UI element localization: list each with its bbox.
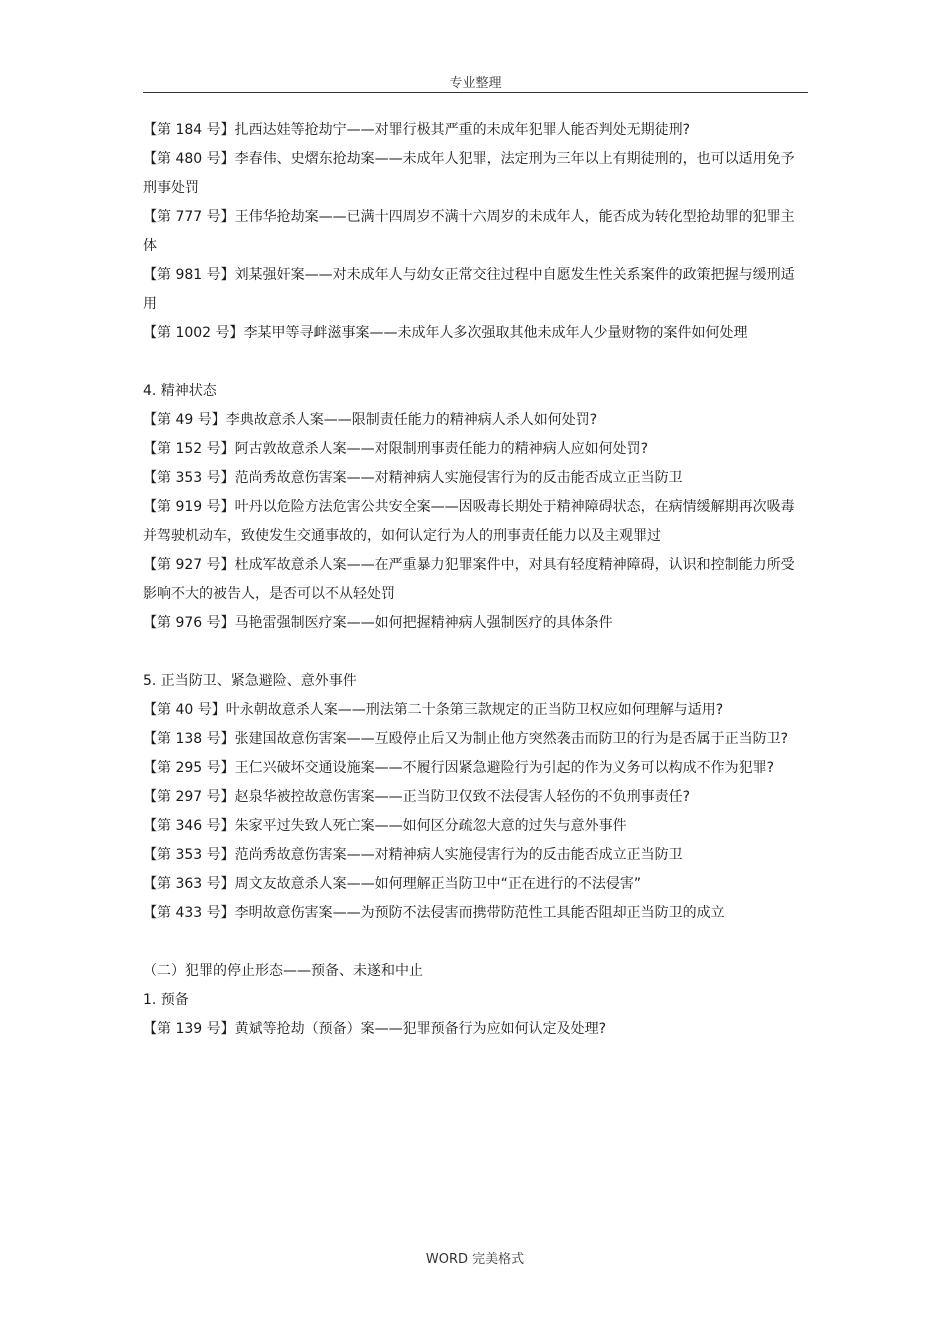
case-entry: 【第 138 号】张建国故意伤害案——互殴停止后又为制止他方突然袭击而防卫的行为是否属于正当防卫?: [143, 731, 789, 747]
subsection-heading: （二）犯罪的停止形态——预备、未遂和中止: [143, 963, 423, 979]
section-heading-self-defense: 5. 正当防卫、紧急避险、意外事件: [143, 673, 357, 689]
case-entry: 【第 480 号】李春伟、史熠东抢劫案——未成年人犯罪，法定刑为三年以上有期徒刑的，也可以适用免予刑事处罚: [143, 151, 795, 196]
case-entry: 【第 1002 号】李某甲等寻衅滋事案——未成年人多次强取其他未成年人少量财物的案件如何处理: [143, 325, 748, 341]
page-footer: WORD 完美格式: [425, 1252, 525, 1267]
case-entry: 【第 927 号】杜成军故意杀人案——在严重暴力犯罪案件中，对具有轻度精神障碍，认识和控制能力所受影响不大的被告人，是否可以不从轻处罚: [143, 557, 795, 602]
page-header: [143, 70, 808, 93]
case-entry: 【第 363 号】周文友故意杀人案——如何理解正当防卫中“正在进行的不法侵害”: [143, 876, 642, 892]
case-entry: 【第 49 号】李典故意杀人案——限制责任能力的精神病人杀人如何处罚?: [143, 412, 598, 428]
case-entry: 【第 139 号】黄斌等抢劫（预备）案——犯罪预备行为应如何认定及处理?: [143, 1021, 607, 1037]
item-heading-preparation: 1. 预备: [143, 992, 189, 1008]
case-entry: 【第 353 号】范尚秀故意伤害案——对精神病人实施侵害行为的反击能否成立正当防卫: [143, 470, 683, 486]
case-entry: 【第 919 号】叶丹以危险方法危害公共安全案——因吸毒长期处于精神障碍状态，在病情缓解期再次吸毒并驾驶机动车，致使发生交通事故的，如何认定行为人的刑事责任能力以及主观罪过: [143, 499, 795, 544]
section-gap: [143, 638, 808, 667]
case-entry: 【第 353 号】范尚秀故意伤害案——对精神病人实施侵害行为的反击能否成立正当防卫: [143, 847, 683, 863]
case-entry: 【第 152 号】阿古敦故意杀人案——对限制刑事责任能力的精神病人应如何处罚?: [143, 441, 649, 457]
section-gap: [143, 928, 808, 957]
section-heading-mental-state: 4. 精神状态: [143, 383, 217, 399]
section-gap: [143, 348, 808, 377]
case-entry: 【第 40 号】叶永朝故意杀人案——刑法第二十条第三款规定的正当防卫权应如何理解与适用?: [143, 702, 724, 718]
document-body: [143, 116, 808, 1044]
case-entry: 【第 981 号】刘某强奸案——对未成年人与幼女正常交往过程中自愿发生性关系案件的政策把握与缓刑适用: [143, 267, 795, 312]
case-entry: 【第 976 号】马艳雷强制医疗案——如何把握精神病人强制医疗的具体条件: [143, 615, 613, 631]
case-entry: 【第 297 号】赵泉华被控故意伤害案——正当防卫仅致不法侵害人轻伤的不负刑事责任?: [143, 789, 691, 805]
header-text: 专业整理: [449, 76, 502, 91]
case-entry: 【第 777 号】王伟华抢劫案——已满十四周岁不满十六周岁的未成年人，能否成为转化型抢劫罪的犯罪主体: [143, 209, 795, 254]
case-entry: 【第 184 号】扎西达娃等抢劫宁——对罪行极其严重的未成年犯罪人能否判处无期徒刑?: [143, 122, 691, 138]
case-entry: 【第 433 号】李明故意伤害案——为预防不法侵害而携带防范性工具能否阻却正当防卫的成立: [143, 905, 725, 921]
case-entry: 【第 295 号】王仁兴破坏交通设施案——不履行因紧急避险行为引起的作为义务可以构成不作为犯罪?: [143, 760, 775, 776]
case-entry: 【第 346 号】朱家平过失致人死亡案——如何区分疏忽大意的过失与意外事件: [143, 818, 627, 834]
